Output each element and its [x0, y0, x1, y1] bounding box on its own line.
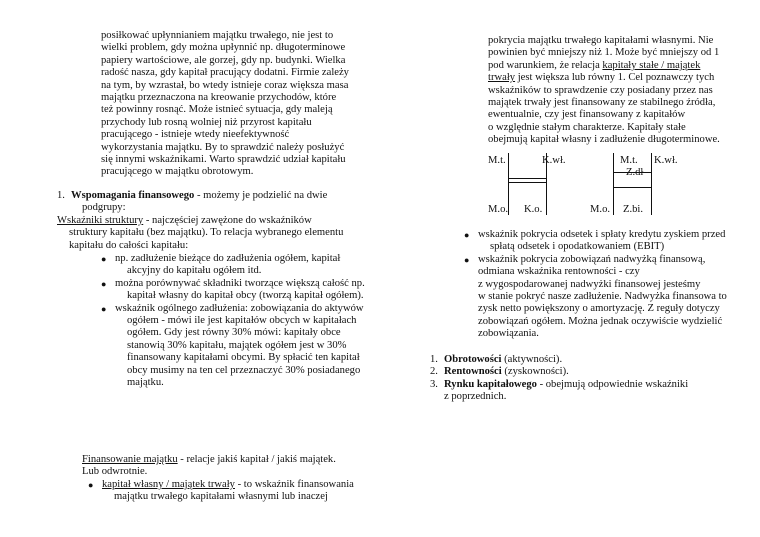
section-line2: struktury kapitału (bez majątku). To relacja wybranego elementu — [69, 227, 344, 239]
bullet-icon: ● — [88, 479, 94, 490]
bullet-line: obcy musimy na ten cel przeznaczyć 30% posiadanego — [127, 364, 361, 376]
bullet-line: finansowany kapitałami obcymi. By spłacić ten kapitał — [127, 352, 360, 364]
item-text: - obejmują odpowiednie wskaźniki — [536, 378, 689, 390]
item-text: (zyskowności). — [501, 366, 569, 378]
bullet-icon: ● — [464, 254, 470, 265]
bullet-line: kapitał własny do kapitał obcy (tworzą kapitał ogółem). — [127, 290, 364, 302]
section-heading: Wskaźniki struktury — [57, 215, 144, 226]
diagram-label: K.o. — [524, 204, 543, 215]
bullet-line: zobowiązań ogółem. Można jednak oczywiście wydzielić — [478, 315, 723, 327]
diagram-line — [613, 153, 614, 215]
bullet-line: zobowiązania. — [478, 328, 539, 340]
text-line: pracującego w majątku obrotowym. — [101, 166, 254, 178]
bullet-line: wskaźnik pokrycia odsetek i spłaty kredytu zyskiem przed — [478, 229, 726, 240]
diagram-line — [508, 182, 546, 183]
bullet-line: majątku trwałego kapitałami własnymi lub inaczej — [114, 491, 328, 503]
structure-bullet-list — [101, 253, 373, 389]
text-line: wskaźników to sprawdzenie czy posiadany przez nas — [488, 84, 713, 96]
text-line: papiery wartościowe, ale gorzej, gdy np. budynki. Wielka — [101, 54, 346, 66]
asset-financing — [82, 454, 372, 504]
list-item — [101, 278, 373, 303]
list-item — [430, 366, 756, 378]
text-line: pracującego - istnieje wtedy nieefektywność — [101, 129, 290, 141]
list-number: 2. — [430, 366, 438, 378]
bullet-icon: ● — [101, 303, 107, 314]
bullet-line: odmiana wskaźnika rentowności - czy — [478, 266, 640, 278]
bullet-line: zysk netto powiększony o amortyzację. Z reguły dotyczy — [478, 303, 720, 315]
item-text: - możemy je podzielić na dwie — [194, 190, 328, 201]
diagram-label: M.o. — [590, 204, 611, 215]
text-line: wykorzystania majątku. By to sprawdzić należy posłużyć — [101, 141, 345, 153]
bullet-line: stanowią 30% kapitału, majątek ogółem jest w 30% — [127, 339, 347, 351]
diagram-label: Z.bi. — [623, 204, 644, 215]
text-line: majątek trwały jest finansowany ze stabilnego źródła, — [488, 97, 716, 109]
diagram-line — [613, 187, 651, 188]
list-item — [430, 354, 756, 366]
bullet-heading: kapitał własny / majątek trwały — [102, 478, 235, 490]
underlined-text: trwały — [488, 72, 516, 84]
list-item — [430, 379, 756, 404]
diagram-label: K.wł. — [542, 155, 566, 166]
diagram-label: M.o. — [488, 204, 509, 215]
diagram-line — [651, 153, 652, 215]
right-page — [380, 0, 760, 537]
list-item-financial-support — [57, 190, 372, 215]
item-title: Rynku kapitałowego — [444, 378, 537, 390]
text-line: radość nasza, gdy kapitał pracujący dodatni. Firmie zależy — [101, 67, 349, 79]
item-text: (aktywności). — [501, 354, 563, 365]
coverage-bullet-list — [464, 229, 756, 341]
bullet-text: - to wskaźnik finansowania — [234, 478, 354, 490]
bullet-line: można porównywać składniki tworzące większą całość np. — [115, 277, 365, 289]
bullet-line: w stanie pokryć nasze zadłużenie. Nadwyżka finansowa to — [478, 291, 727, 303]
bullet-icon: ● — [101, 254, 107, 264]
bullet-icon: ● — [464, 230, 470, 240]
diagram-line — [508, 153, 509, 215]
item-title: Obrotowości — [444, 354, 502, 365]
bullet-line: spłatą odsetek i opodatkowaniem (EBIT) — [490, 241, 665, 253]
section-line2: Lub odwrotnie. — [82, 466, 148, 478]
text-span: pod warunkiem, że relacja — [488, 59, 603, 71]
text-line: na tym, by wzrastał, bo wtedy istnieje coraz większa masa — [101, 79, 349, 91]
bullet-line: np. zadłużenie bieżące do zadłużenia ogółem, kapitał — [115, 253, 341, 264]
bullet-line: wskaźnik ogólnego zadłużenia: zobowiązania do aktywów — [115, 302, 364, 314]
diagram-label: M.t. — [488, 155, 506, 166]
balance-diagram-right — [590, 150, 720, 218]
text-line: wielki problem, gdy można upłynnić np. długoterminowe — [101, 42, 346, 54]
bullet-line: z wygospodarowanej nadwyżki finansowej jesteśmy — [478, 278, 701, 290]
item-title: Wspomagania finansowego — [71, 190, 195, 201]
bullet-icon: ● — [101, 278, 107, 289]
text-line — [488, 72, 756, 84]
section-text: - najczęściej zawężone do wskaźników — [143, 215, 312, 226]
section-text: - relacje jakiś kapitał / jakiś majątek. — [177, 454, 336, 465]
numbered-list — [430, 354, 756, 404]
list-item — [464, 229, 756, 254]
list-number: 3. — [430, 378, 438, 390]
text-line: przychody lub rosną wolniej niż przyrost kapitału — [101, 116, 312, 128]
bullet-line: ogółem - mówi ile jest kapitałów obcych w kapitałach — [127, 315, 357, 327]
text-line: się innymi wskaźnikami. Warto sprawdzić udział kapitału — [101, 154, 346, 166]
text-line: obejmują kapitał własny i zadłużenie długoterminowe. — [488, 134, 720, 146]
diagram-line — [508, 178, 546, 179]
list-item — [464, 254, 756, 341]
underlined-text: kapitały stałe / majątek — [602, 59, 701, 71]
text-line: też powinny rosnąć. Może istnieć sytuacja, gdy maleją — [101, 104, 333, 116]
list-number: 1. — [57, 190, 65, 201]
continuation-paragraph — [488, 35, 756, 147]
text-line — [488, 60, 756, 72]
list-item — [88, 479, 372, 504]
text-line: pokrycia majątku trwałego kapitałami własnymi. Nie — [488, 35, 714, 46]
item-text-line2: z poprzednich. — [444, 391, 507, 403]
intro-paragraph — [101, 30, 371, 179]
item-text-line2: podgrupy: — [82, 202, 126, 214]
text-line: posiłkować upłynnianiem majątku trwałego, nie jest to — [101, 30, 334, 41]
diagram-label: Z.dł — [626, 167, 644, 178]
structure-indicators — [57, 215, 372, 252]
text-line: majątku przeznaczona na kreowanie przychodów, które — [101, 92, 337, 104]
list-number: 1. — [430, 354, 438, 365]
bullet-line: ogółem. Gdy jest równy 30% mówi: kapitały obce — [127, 327, 341, 339]
bullet-line: akcyjny do kapitału ogółem itd. — [127, 265, 262, 277]
text-line: o względnie stałym charakterze. Kapitały stałe — [488, 121, 686, 133]
text-span: jest większa lub równy 1. Cel poznawczy tych — [515, 72, 715, 84]
item-title: Rentowności — [444, 366, 502, 378]
bullet-line: majątku. — [127, 377, 164, 389]
section-heading: Finansowanie majątku — [82, 454, 178, 465]
list-item — [101, 303, 373, 390]
list-item — [101, 253, 373, 278]
text-line: ewentualnie, czy jest finansowany z kapitałów — [488, 109, 686, 121]
section-line3: kapitału do całości kapitału: — [69, 239, 189, 251]
bullet-line: wskaźnik pokrycia zobowiązań nadwyżką finansową, — [478, 253, 706, 265]
diagram-label: K.wł. — [654, 155, 678, 166]
diagram-label: M.t. — [620, 155, 638, 166]
text-line: powinien być mniejszy niż 1. Może być mniejszy od 1 — [488, 47, 720, 59]
